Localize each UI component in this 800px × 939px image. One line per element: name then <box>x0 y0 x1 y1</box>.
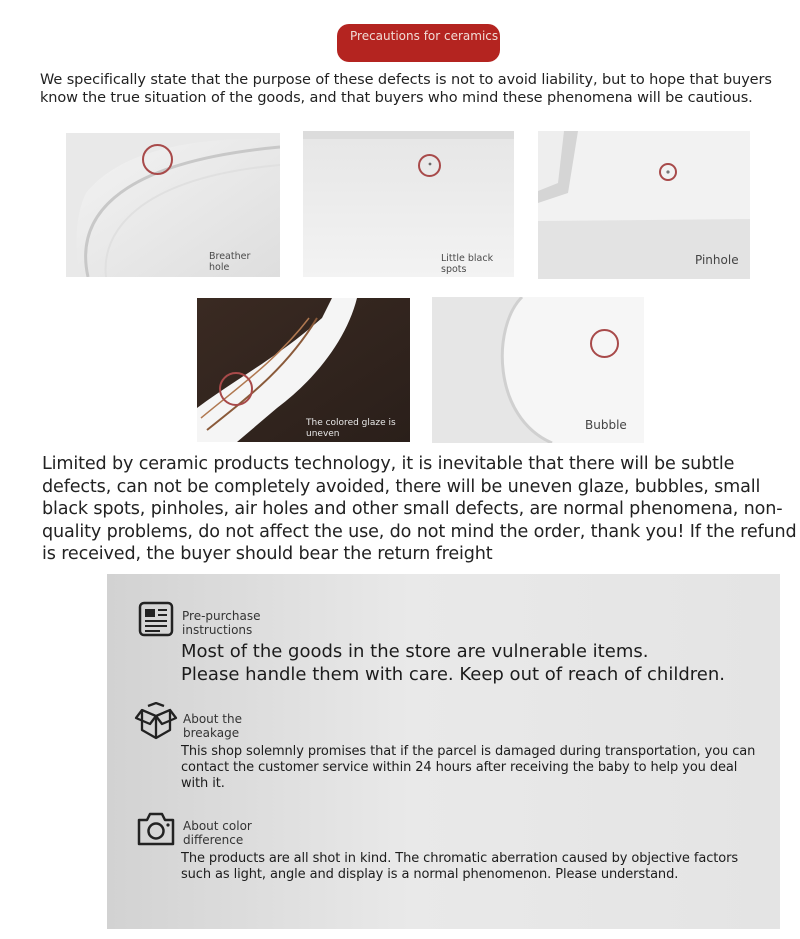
badge-text: Precautions for ceramics <box>350 29 499 43</box>
section-title-pre-purchase: Pre-purchase instructions <box>182 609 261 637</box>
notice-panel <box>107 574 780 929</box>
photo-colored-glaze-uneven <box>197 298 410 442</box>
caption-pinhole: Pinhole <box>695 253 739 267</box>
section-body-pre-purchase-line1: Most of the goods in the store are vulnerable items. <box>181 641 649 662</box>
photo-pinhole <box>538 131 750 279</box>
photo-breather-hole <box>66 133 280 277</box>
caption-little-black-spots: Little black spots <box>441 253 494 275</box>
intro-paragraph: We specifically state that the purpose of these defects is not to avoid liability, but to hope that buyers know the true situation of the goods, and that buyers who mind these phenomena will be cautious. <box>40 72 772 106</box>
lead-paragraph: Limited by ceramic products technology, it is inevitable that there will be subtle defects, can not be completely avoided, there will be uneven glaze, bubbles, small black spots, pinholes, air holes and other small defects, are normal phenomena, non-quality problems, do not affect the use, do not mind the order, thank you! If the refund is received, the buyer should bear the return freight <box>42 454 797 564</box>
section-body-pre-purchase-line2: Please handle them with care. Keep out of reach of children. <box>181 664 725 685</box>
section-body-breakage: This shop solemnly promises that if the parcel is damaged during transportation, you can contact the customer service within 24 hours after receiving the baby to help you deal with it. <box>181 744 756 791</box>
section-title-breakage: About the breakage <box>183 712 242 740</box>
caption-colored-glaze-uneven: The colored glaze is uneven <box>306 418 396 439</box>
box-icon <box>134 702 178 746</box>
section-title-color-difference: About color difference <box>183 819 252 847</box>
defect-marker-glaze <box>219 372 253 406</box>
precautions-badge <box>337 24 500 62</box>
section-body-color-difference: The products are all shot in kind. The chromatic aberration caused by objective factors such as light, angle and display is a normal phenomenon. Please understand. <box>181 851 739 882</box>
caption-bubble: Bubble <box>585 418 627 432</box>
photo-little-black-spots <box>303 131 514 277</box>
defect-marker-black-spots <box>418 154 441 177</box>
defect-marker-pinhole <box>659 163 677 181</box>
defect-marker-breather <box>142 144 173 175</box>
photo-bubble <box>432 297 644 443</box>
caption-breather-hole: Breather hole <box>209 251 251 273</box>
camera-icon <box>135 811 177 851</box>
document-icon <box>138 601 174 641</box>
defect-marker-bubble <box>590 329 619 358</box>
